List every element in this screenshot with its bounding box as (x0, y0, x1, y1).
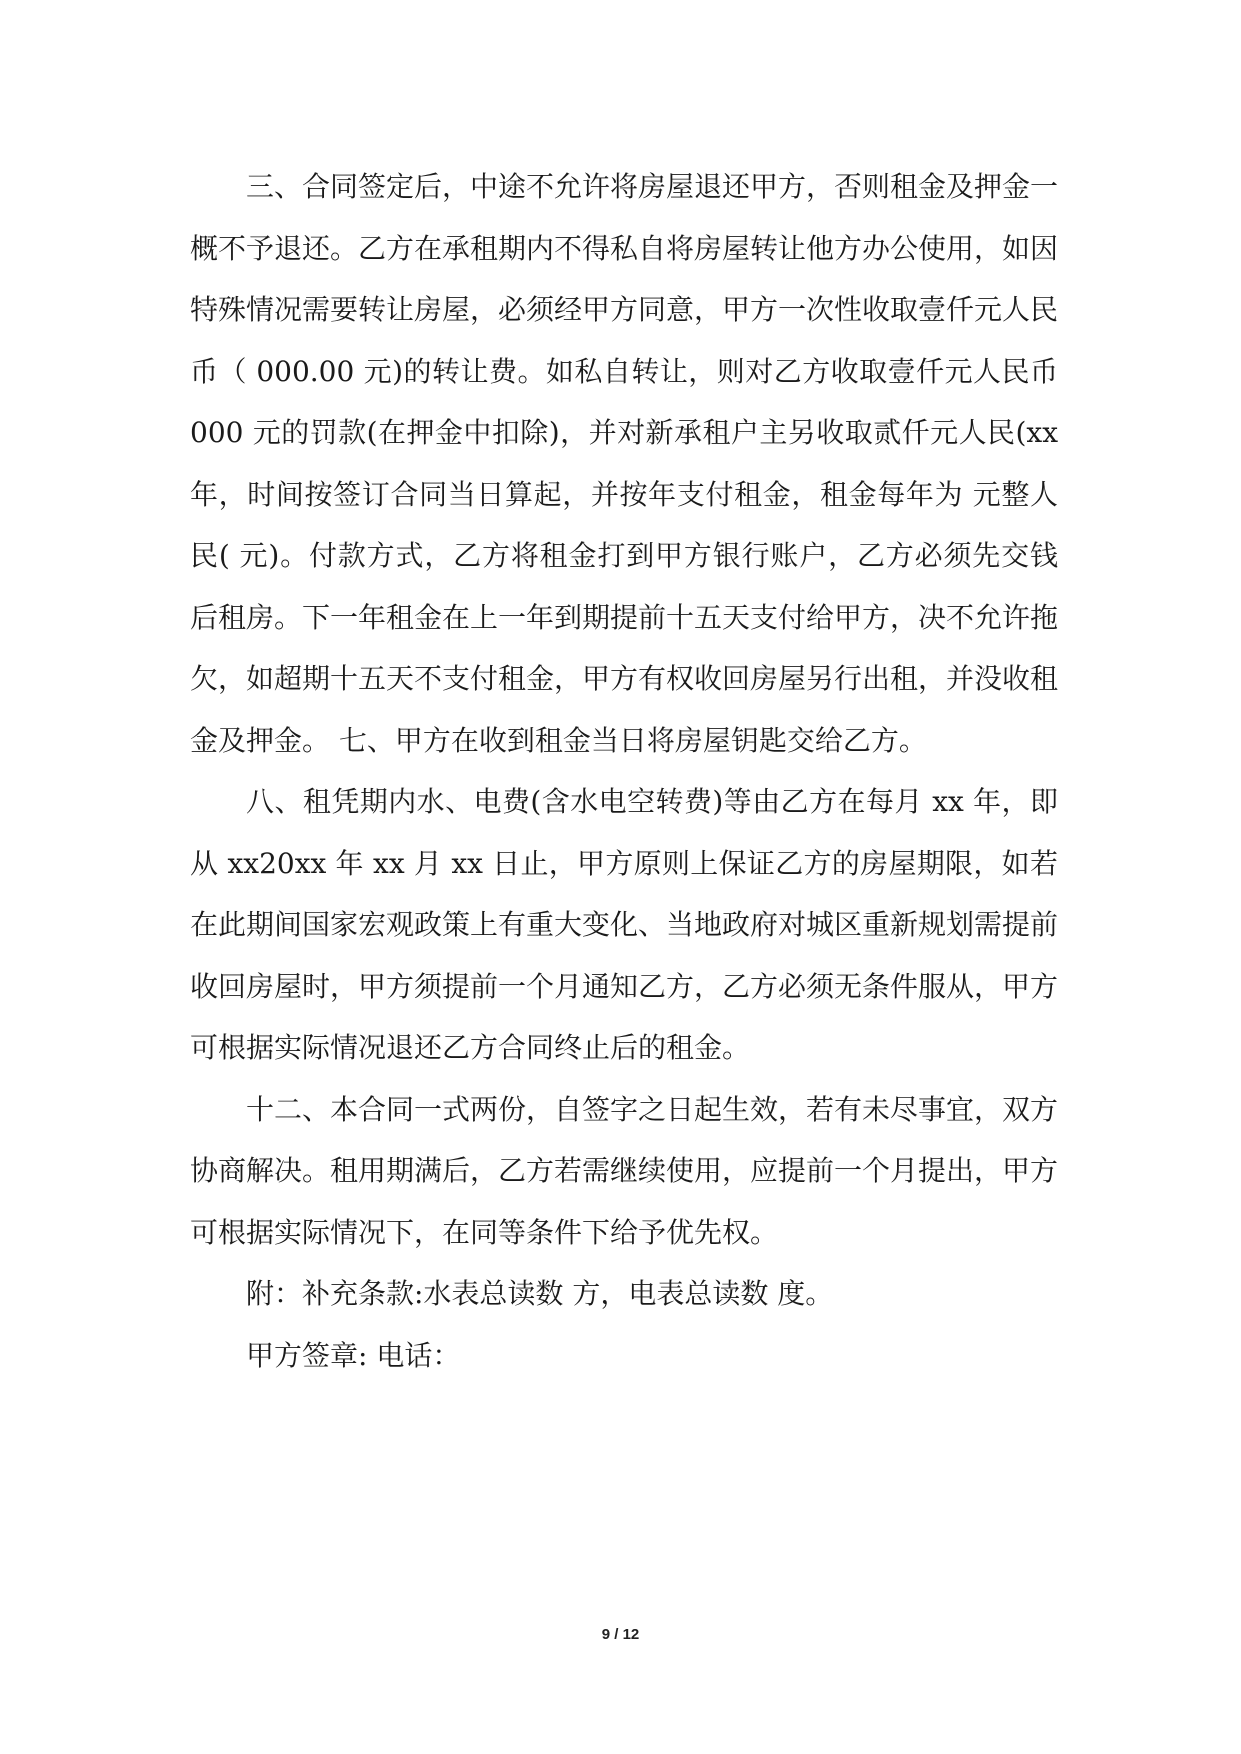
paragraph-clause-12: 十二、本合同一式两份，自签字之日起生效，若有未尽事宜，双方协商解决。租用期满后，乙方若需继续使用，应提前一个月提出，甲方可根据实际情况下，在同等条件下给予优先权。 (190, 1092, 1059, 1249)
paragraph-clause-8: 八、租凭期内水、电费(含水电空转费)等由乙方在每月 xx 年，即从 xx20xx 年 xx 月 xx 日止，甲方原则上保证乙方的房屋期限，如若在此期间国家宏观政策上有重大变化、当地政府对城区重新规划需提前收回房屋时，甲方须提前一个月通知乙方，乙方必须无条件服从，甲方可根据实际情况退还乙方合同终止后的租金。 (190, 785, 1059, 1064)
document-body (190, 156, 1058, 1386)
signature-line: 甲方签章: 电话： (246, 1338, 461, 1372)
paragraph-clause-3: 三、合同签定后，中途不允许将房屋退还甲方，否则租金及押金一概不予退还。乙方在承租期内不得私自将房屋转让他方办公使用，如因特殊情况需要转让房屋，必须经甲方同意，甲方一次性收取壹仟元人民币（ 000.00 元)的转让费。如私自转让，则对乙方收取壹仟元人民币 000 元的罚款(在押金中扣除)，并对新承租户主另收取贰仟元人民(xx 年，时间按签订合同当日算起，并按年支付租金，租金每年为 元整人民( 元)。付款方式，乙方将租金打到甲方银行账户，乙方必须先交钱后租房。下一年租金在上一年到期提前十五天支付给甲方，决不允许拖欠，如超期十五天不支付租金，甲方有权收回房屋另行出租，并没收租金及押金。 七、甲方在收到租金当日将房屋钥匙交给乙方。 (190, 170, 1059, 757)
paragraph-supplementary-terms: 附：补充条款:水表总读数 方，电表总读数 度。 (246, 1277, 834, 1310)
page-number: 9 / 12 (601, 1626, 640, 1643)
